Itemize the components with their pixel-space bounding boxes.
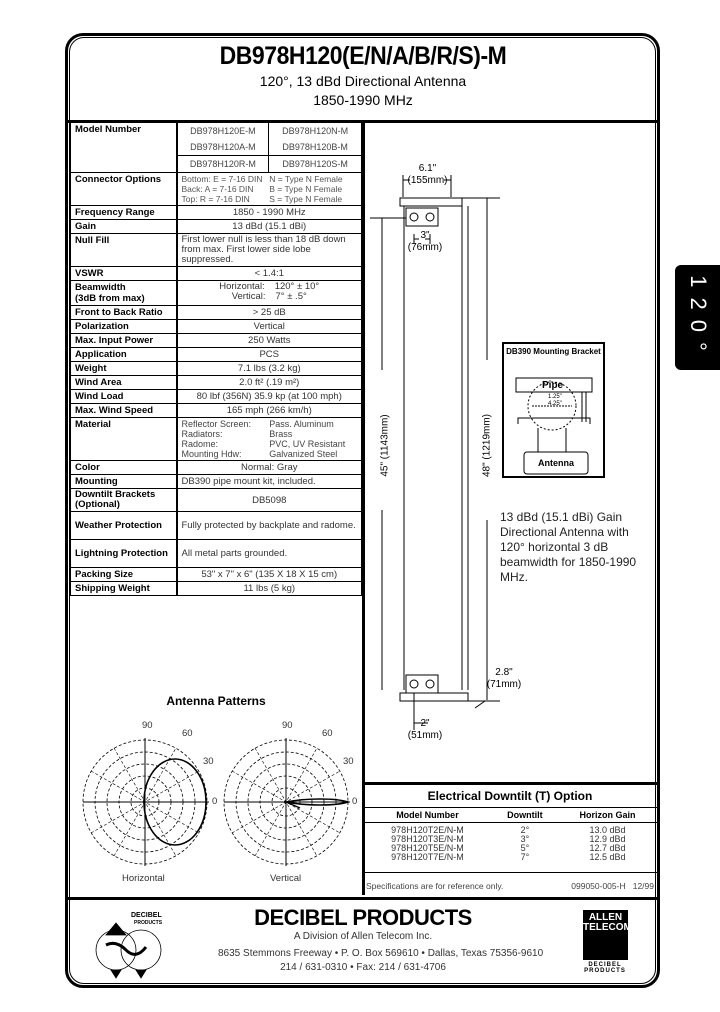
spec-row-wind-area: Wind Area 2.0 ft² (.19 m²) [71, 376, 362, 390]
dim-width-top: 6.1" (155mm) [407, 163, 448, 186]
patterns-title: Antenna Patterns [166, 694, 266, 708]
table-row: 978H120T5E/N-M 5° 12.7 dBd [391, 843, 626, 853]
product-description: 13 dBd (15.1 dBi) Gain Directional Antenna with 120° horizontal 3 dB beamwidth for 1850-1990 MHz. [500, 510, 637, 584]
spec-row-shipping: Shipping Weight 11 lbs (5 kg) [71, 582, 362, 596]
spec-row-vswr: VSWR < 1.4:1 [71, 267, 362, 281]
spec-row-front-back: Front to Back Ratio > 25 dB [71, 306, 362, 320]
side-tab-120: 120° [675, 265, 720, 370]
company-division: A Division of Allen Telecom Inc. [293, 931, 433, 942]
horizontal-plot-label: Horizontal [122, 873, 165, 884]
spec-row-downtilt-brackets: Downtilt Brackets (Optional) DB5098 [71, 489, 362, 512]
svg-text:PRODUCTS: PRODUCTS [134, 920, 163, 926]
spec-row-wind-load: Wind Load 80 lbf (356N) 35.9 kp (at 100 mph) [71, 390, 362, 404]
downtilt-option-table: Electrical Downtilt (T) Option Model Number Downtilt Horizon Gain 978H120T2E/N-M 2° 13.0 dBd 978H120T3E/N-M 3° 12.9 dBd 978H120T5E/N-M 5° 12.7 dBd 978H120T7E/N-M 7° 12.5 dBd Specifications are for reference only. 099050-005-H 12/99 [362, 782, 658, 891]
vertical-polar-plot [224, 738, 350, 866]
table-row: 978H120T3E/N-M 3° 12.9 dBd [391, 834, 626, 844]
mounting-bracket-diagram: DB390 Mounting Bracket Pipe 1.25" 4.25" Antenna [502, 342, 605, 478]
model-list: DB978H120E-M DB978H120N-M DB978H120A-M DB978H120B-M DB978H120R-M DB978H120S-M [178, 123, 362, 172]
spec-row-material: Material Reflector Screen: Pass. Aluminum Radiators: Brass Radome: PVC, UV Resistant Mounting Hdw: Galvanized Steel [71, 418, 362, 461]
spec-table [70, 122, 362, 596]
footer [68, 905, 658, 980]
column-divider [362, 120, 365, 895]
horizontal-polar-plot [83, 738, 209, 866]
spec-row-weight: Weight 7.1 lbs (3.2 kg) [71, 362, 362, 376]
company-address: 8635 Stemmons Freeway • P. O. Box 569610 • Dallas, Texas 75356-9610 [218, 948, 544, 959]
allen-telecom-sub: DECIBEL PRODUCTS [584, 962, 626, 974]
spec-row-beamwidth: Beamwidth (3dB from max) Horizontal: 120° ± 10° Vertical: 7° ± .5° [71, 281, 362, 306]
spec-row-packing: Packing Size 53" x 7" x 6" (135 X 18 X 15 cm) [71, 568, 362, 582]
polar-plots [70, 712, 362, 872]
spec-row-wind-speed: Max. Wind Speed 165 mph (266 km/h) [71, 404, 362, 418]
vertical-plot-label: Vertical [270, 873, 302, 884]
allen-telecom-logo: ALLEN TELECOM [583, 910, 628, 960]
spec-row-input-power: Max. Input Power 250 Watts [71, 334, 362, 348]
spec-row-color: Color Normal: Gray [71, 461, 362, 475]
document-frequency: 1850-1990 MHz [313, 92, 413, 108]
spec-row-frequency: Frequency Range 1850 - 1990 MHz [71, 206, 362, 220]
company-name: DECIBEL PRODUCTS [254, 905, 472, 930]
spec-row-application: Application PCS [71, 348, 362, 362]
doc-date: 12/99 [632, 881, 654, 891]
dim-length-inner: 45" (1143mm) [379, 414, 391, 477]
downtilt-title: Electrical Downtilt (T) Option [362, 782, 658, 808]
doc-number: 099050-005-H [571, 881, 626, 891]
company-phones: 214 / 631-0310 • Fax: 214 / 631-4706 [280, 962, 446, 973]
spec-row-gain: Gain 13 dBd (15.1 dBi) [71, 220, 362, 234]
spec-row-null-fill: Null Fill First lower null is less than 18 dB down from max. First lower side lobe suppressed. [71, 234, 362, 267]
document-subtitle: 120°, 13 dBd Directional Antenna [259, 73, 467, 89]
document-header [68, 40, 658, 110]
spec-row-polarization: Polarization Vertical [71, 320, 362, 334]
reference-note: Specifications are for reference only. [366, 881, 504, 891]
dim-depth: 2.8" (71mm) [486, 667, 522, 690]
bracket-title: DB390 Mounting Bracket [506, 347, 601, 356]
antenna-patterns: Antenna Patterns 90 60 30 0 90 60 30 0 Horizontal Vertical [70, 690, 362, 890]
dim-bottom-spacing: 2" (51mm) [407, 718, 443, 741]
table-row: 978H120T7E/N-M 7° 12.5 dBd [391, 852, 626, 862]
spec-row-mounting: Mounting DB390 pipe mount kit, included. [71, 475, 362, 489]
table-row: 978H120T2E/N-M 2° 13.0 dBd [391, 825, 626, 835]
footer-divider [68, 897, 658, 900]
svg-text:DECIBEL: DECIBEL [131, 912, 162, 919]
decibel-globe-logo [86, 905, 181, 980]
dim-length-outer: 48" (1219mm) [481, 413, 493, 478]
spec-row-model: Model Number DB978H120E-M DB978H120N-M DB978H120A-M DB978H120B-M DB978H120R-M DB978H120S-M [71, 123, 362, 173]
spec-row-weather: Weather Protection Fully protected by backplate and radome. [71, 512, 362, 540]
dim-bracket-spacing: 3" (76mm) [407, 230, 443, 253]
spec-row-lightning: Lightning Protection All metal parts grounded. [71, 540, 362, 568]
spec-row-connector: Connector Options Bottom: E = 7-16 DIN N = Type N Female Back: A = 7-16 DIN B = Type N Female Top: R = 7-16 DIN S = Type N Female [71, 173, 362, 206]
document-title: DB978H120(E/N/A/B/R/S)-M [219, 42, 507, 70]
